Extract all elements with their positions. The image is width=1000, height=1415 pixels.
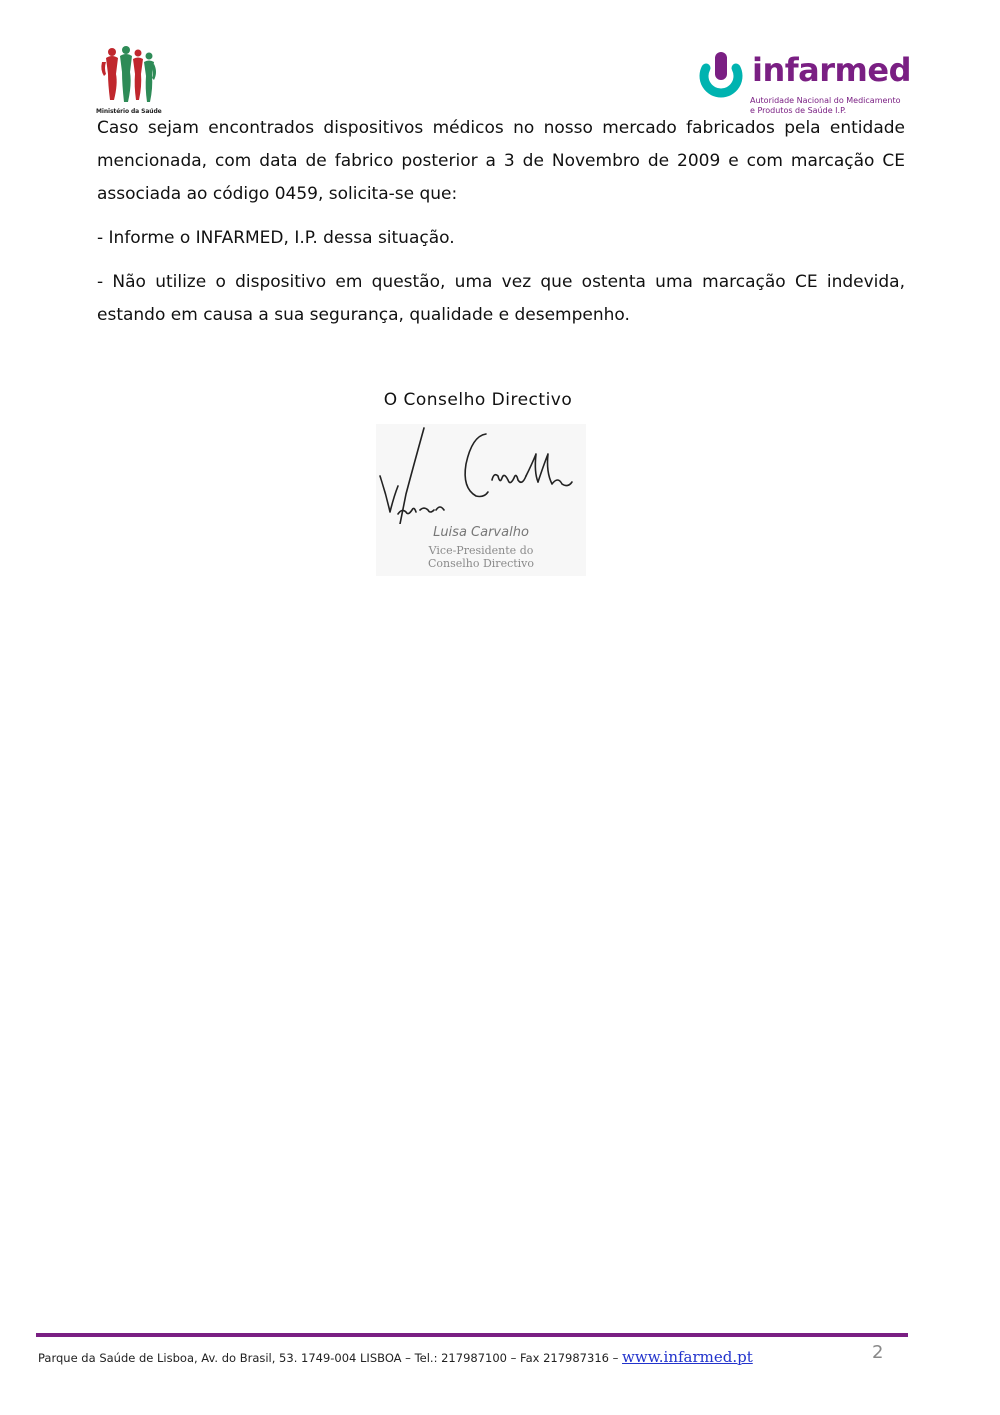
ministry-logo-caption: Ministério da Saúde	[96, 108, 162, 115]
infarmed-power-icon	[698, 50, 744, 100]
footer-divider	[36, 1333, 908, 1337]
paragraph-text: - Não utilize o dispositivo em questão, uma vez que ostenta uma marcação CE indevida, estando em causa a sua segurança, qualidade e desempenho.	[97, 272, 905, 325]
handwritten-signature-icon	[376, 424, 586, 524]
body-paragraph-3	[97, 266, 905, 332]
ministry-of-health-logo	[96, 44, 162, 118]
signature-role-line2: Conselho Directivo	[427, 557, 535, 570]
signature-name: Luisa Carvalho	[433, 525, 529, 540]
body-paragraph-1	[97, 112, 905, 211]
body-paragraph-2	[97, 222, 905, 255]
paragraph-text: Caso sejam encontrados dispositivos médicos no nosso mercado fabricados pela entidade mencionada, com data de fabrico posterior a 3 de Novembro de 2009 e com marcação CE associada ao código 0459, solicita-se que:	[97, 118, 905, 204]
paragraph-text: - Informe o INFARMED, I.P. dessa situação.	[97, 228, 455, 248]
infarmed-subtitle-line1: Autoridade Nacional do Medicamento	[750, 96, 901, 105]
ministry-figures-icon	[96, 44, 162, 106]
footer-address-line	[38, 1348, 753, 1366]
footer-address: Parque da Saúde de Lisboa, Av. do Brasil, 53. 1749-004 LISBOA – Tel.: 217987100 – Fax 217987316 –	[38, 1351, 623, 1365]
infarmed-wordmark: infarmed	[752, 51, 911, 89]
page-number: 2	[872, 1342, 884, 1363]
infarmed-subtitle-line2: e Produtos de Saúde I.P.	[750, 106, 847, 115]
infarmed-logo	[698, 50, 911, 118]
signature-stamp	[376, 424, 586, 576]
signoff-title: O Conselho Directivo	[383, 390, 573, 410]
signature-role-line1: Vice-Presidente do	[428, 544, 534, 557]
footer-website-link[interactable]: www.infarmed.pt	[622, 1348, 753, 1366]
